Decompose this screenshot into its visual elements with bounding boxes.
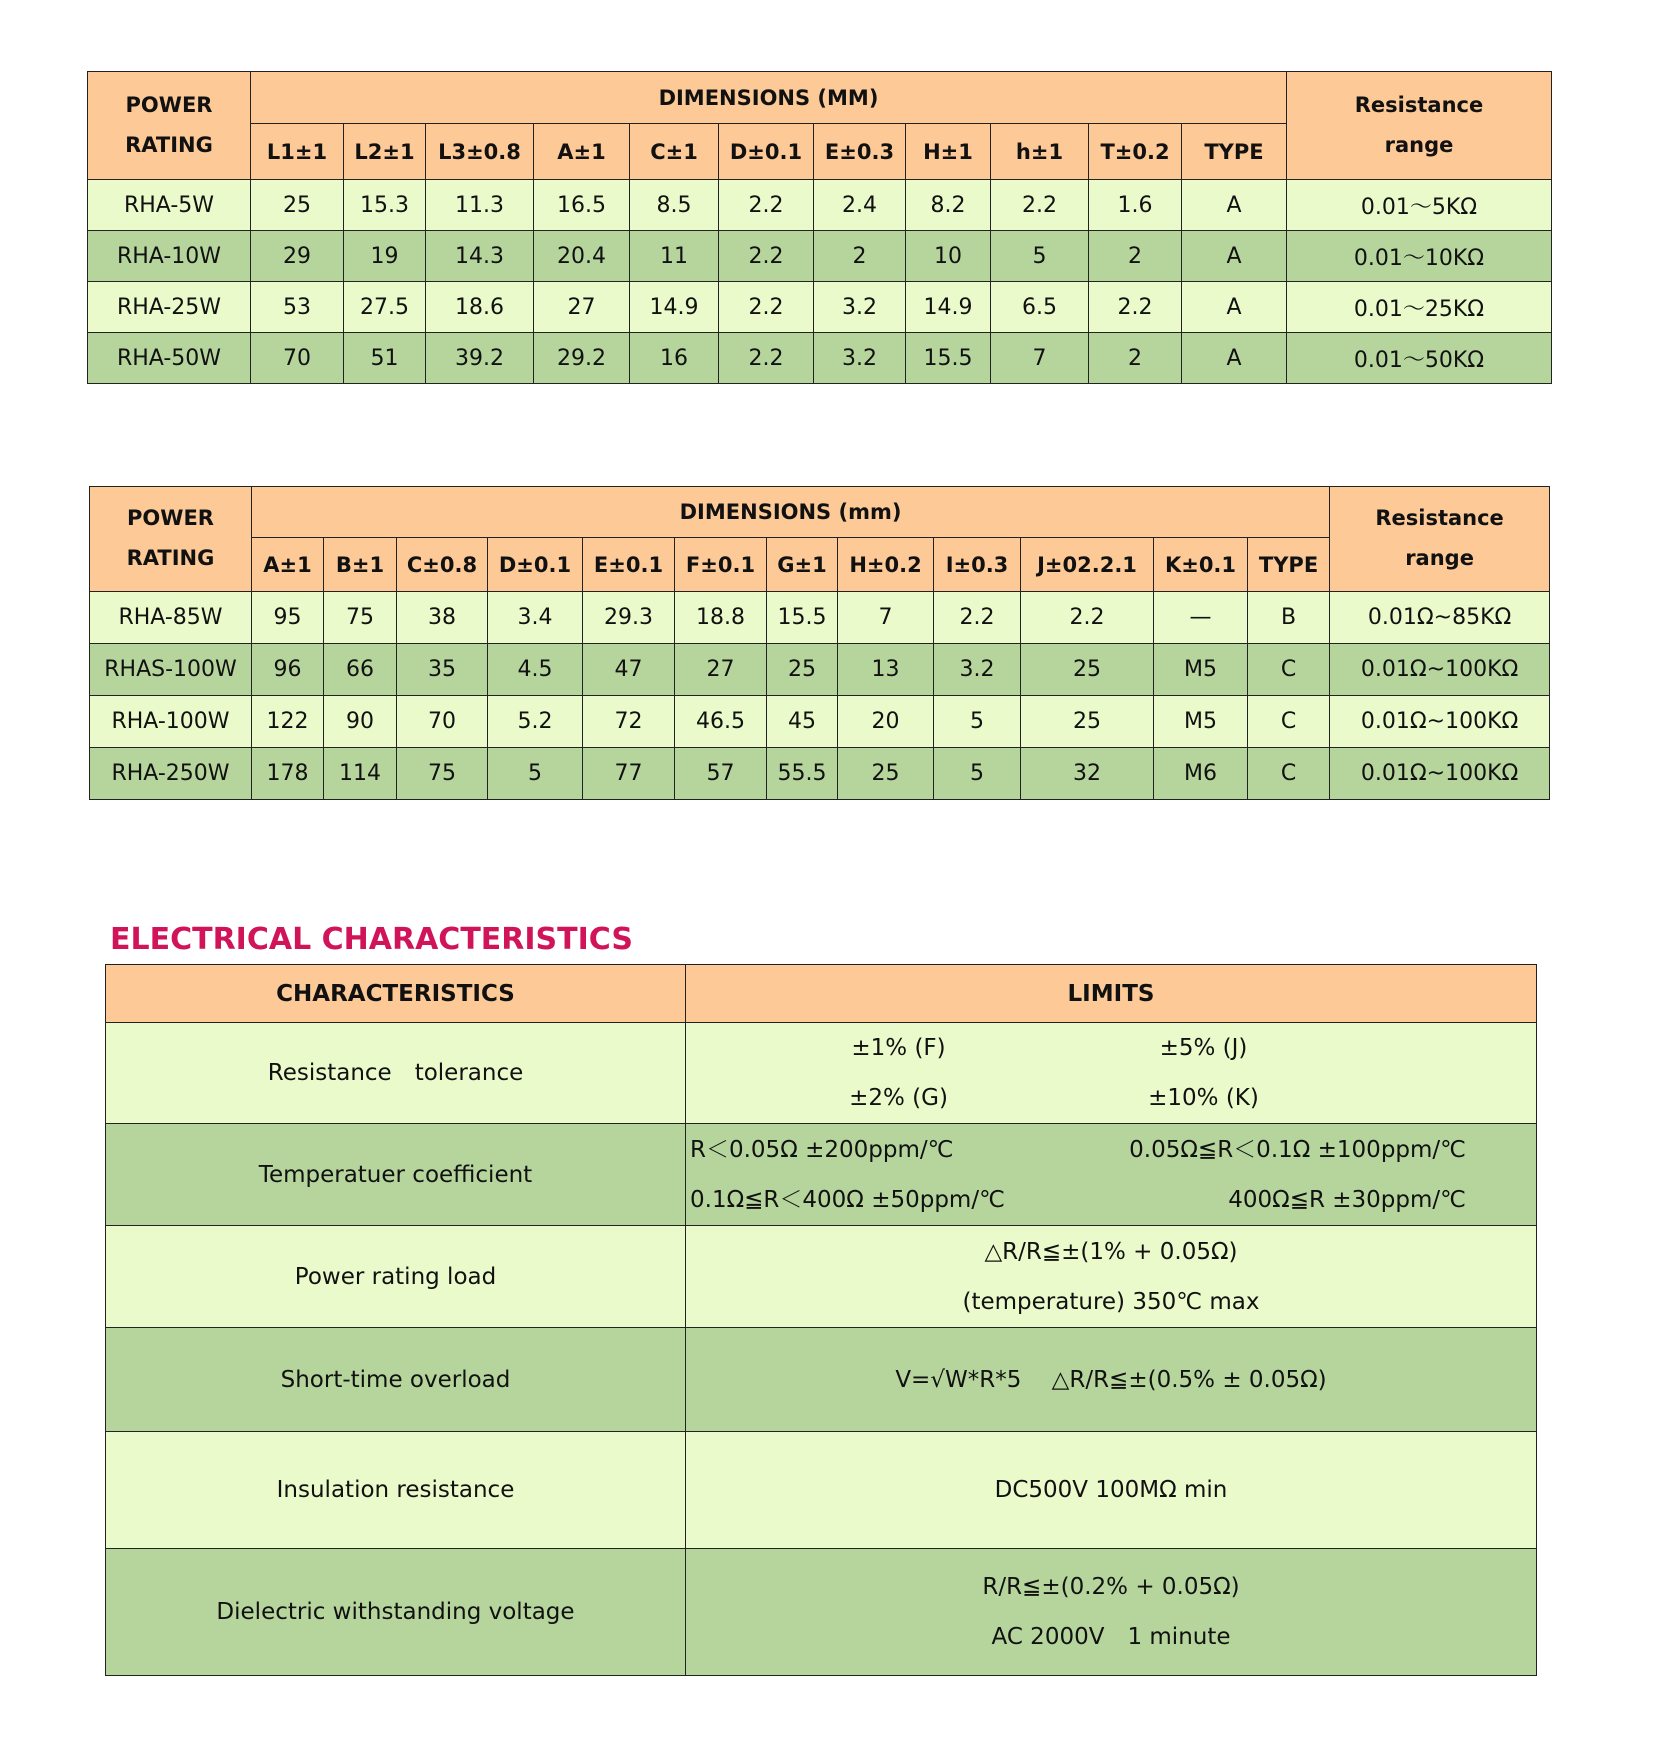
limit-line: [686, 1562, 1536, 1612]
resistance-range-header: [1330, 487, 1550, 592]
value-cell: 27: [534, 282, 630, 333]
limit-text: V=√W*R*5 △R/R≦±(0.5% ± 0.05Ω): [895, 1366, 1327, 1393]
power-rating-label-top: POWER: [127, 506, 214, 531]
resistance-label-top: Resistance: [1375, 506, 1504, 531]
value-cell: 16.5: [534, 180, 630, 231]
power-rating-header: [90, 487, 252, 592]
value-cell: 25: [767, 644, 838, 696]
limit-text: ±2% (G): [849, 1085, 948, 1111]
value-cell: 2.2: [1021, 592, 1154, 644]
table-row: [88, 282, 1552, 333]
value-cell: 3.4: [488, 592, 583, 644]
model-cell: RHA-5W: [88, 180, 251, 231]
value-cell: 2.4: [814, 180, 906, 231]
value-cell: 14.9: [630, 282, 719, 333]
column-header: TYPE: [1182, 124, 1287, 180]
value-cell: 3.2: [814, 333, 906, 384]
electrical-characteristics-table: [105, 964, 1537, 1676]
value-cell: 15.5: [906, 333, 991, 384]
value-cell: 2.2: [719, 333, 814, 384]
column-header: L1±1: [251, 124, 344, 180]
value-cell: 70: [397, 696, 488, 748]
limit-text: ±1% (F): [851, 1035, 946, 1061]
characteristic-name: Power rating load: [106, 1226, 686, 1328]
table-row: [90, 592, 1550, 644]
model-cell: RHAS-100W: [90, 644, 252, 696]
column-header: TYPE: [1248, 538, 1330, 592]
model-cell: RHA-100W: [90, 696, 252, 748]
value-cell: A: [1182, 180, 1287, 231]
column-header: H±1: [906, 124, 991, 180]
limit-line: [686, 1612, 1536, 1662]
value-cell: 39.2: [426, 333, 534, 384]
characteristic-row: [106, 1549, 1537, 1676]
value-cell: C: [1248, 748, 1330, 800]
value-cell: 2.2: [1089, 282, 1182, 333]
table-row: [90, 696, 1550, 748]
value-cell: 5: [991, 231, 1089, 282]
value-cell: C: [1248, 644, 1330, 696]
limit-text: ±5% (J): [1159, 1035, 1248, 1061]
column-header: T±0.2: [1089, 124, 1182, 180]
value-cell: A: [1182, 282, 1287, 333]
value-cell: 7: [991, 333, 1089, 384]
resistance-label-bottom: range: [1405, 546, 1474, 570]
value-cell: 25: [251, 180, 344, 231]
value-cell: M5: [1154, 696, 1248, 748]
value-cell: 25: [1021, 696, 1154, 748]
value-cell: A: [1182, 333, 1287, 384]
value-cell: 16: [630, 333, 719, 384]
limit-line: [686, 1175, 1536, 1225]
value-cell: 77: [583, 748, 675, 800]
limit-line: [686, 1465, 1536, 1515]
limit-line: [686, 1023, 1536, 1073]
value-cell: 27.5: [344, 282, 426, 333]
column-header: F±0.1: [675, 538, 767, 592]
dimensions-table-2: [89, 486, 1550, 800]
value-cell: 178: [252, 748, 324, 800]
power-rating-label-bottom: RATING: [126, 546, 215, 570]
characteristic-row: [106, 1226, 1537, 1328]
value-cell: 2: [814, 231, 906, 282]
resistance-label-bottom: range: [1384, 132, 1454, 157]
resistance-range-cell: 0.01Ω~100KΩ: [1330, 644, 1550, 696]
resistance-range-cell: 0.01Ω~100KΩ: [1330, 696, 1550, 748]
value-cell: 72: [583, 696, 675, 748]
power-rating-label-bottom: RATING: [125, 132, 213, 157]
value-cell: 2: [1089, 231, 1182, 282]
column-header: L3±0.8: [426, 124, 534, 180]
resistance-range-cell: 0.01Ω~85KΩ: [1330, 592, 1550, 644]
value-cell: 3.2: [934, 644, 1021, 696]
limit-cell: [686, 1124, 1537, 1226]
value-cell: 2.2: [934, 592, 1021, 644]
value-cell: 14.3: [426, 231, 534, 282]
value-cell: C: [1248, 696, 1330, 748]
column-header: h±1: [991, 124, 1089, 180]
electrical-characteristics-title: ELECTRICAL CHARACTERISTICS: [110, 922, 633, 957]
value-cell: 2.2: [719, 282, 814, 333]
characteristic-row: [106, 1023, 1537, 1124]
value-cell: 8.5: [630, 180, 719, 231]
characteristic-name: Insulation resistance: [106, 1432, 686, 1549]
limit-cell: [686, 1328, 1537, 1432]
column-header: D±0.1: [719, 124, 814, 180]
column-header: I±0.3: [934, 538, 1021, 592]
value-cell: 20.4: [534, 231, 630, 282]
value-cell: 5: [934, 696, 1021, 748]
limit-text: R/R≦±(0.2% + 0.05Ω): [982, 1574, 1240, 1600]
value-cell: 57: [675, 748, 767, 800]
characteristic-row: [106, 1432, 1537, 1549]
model-cell: RHA-250W: [90, 748, 252, 800]
value-cell: 25: [838, 748, 934, 800]
value-cell: 6.5: [991, 282, 1089, 333]
value-cell: 11: [630, 231, 719, 282]
value-cell: 45: [767, 696, 838, 748]
value-cell: 19: [344, 231, 426, 282]
characteristic-name: Resistance tolerance: [106, 1023, 686, 1124]
value-cell: B: [1248, 592, 1330, 644]
characteristic-name: Temperatuer coefficient: [106, 1124, 686, 1226]
column-header: A±1: [252, 538, 324, 592]
value-cell: 5.2: [488, 696, 583, 748]
value-cell: 114: [324, 748, 397, 800]
value-cell: 66: [324, 644, 397, 696]
value-cell: M5: [1154, 644, 1248, 696]
limit-text: 400Ω≦R ±30ppm/℃: [1228, 1186, 1466, 1213]
value-cell: 7: [838, 592, 934, 644]
value-cell: 10: [906, 231, 991, 282]
value-cell: 15.3: [344, 180, 426, 231]
power-rating-header: [88, 72, 251, 180]
value-cell: 5: [488, 748, 583, 800]
limit-line: [686, 1227, 1536, 1277]
value-cell: 2: [1089, 333, 1182, 384]
table-row: [90, 748, 1550, 800]
value-cell: 18.8: [675, 592, 767, 644]
value-cell: 95: [252, 592, 324, 644]
column-header: E±0.1: [583, 538, 675, 592]
table-row: [88, 180, 1552, 231]
value-cell: 47: [583, 644, 675, 696]
column-header: A±1: [534, 124, 630, 180]
value-cell: 70: [251, 333, 344, 384]
dimensions-header: DIMENSIONS (mm): [252, 487, 1330, 538]
limit-text: DC500V 100MΩ min: [994, 1477, 1228, 1503]
resistance-range-cell: 0.01～50KΩ: [1287, 333, 1552, 384]
limit-text: ±10% (K): [1148, 1085, 1259, 1111]
dimensions-table-1: [87, 71, 1552, 384]
value-cell: M6: [1154, 748, 1248, 800]
column-header: B±1: [324, 538, 397, 592]
characteristic-row: [106, 1328, 1537, 1432]
column-header: C±0.8: [397, 538, 488, 592]
limit-line: [686, 1355, 1536, 1405]
value-cell: 3.2: [814, 282, 906, 333]
value-cell: 122: [252, 696, 324, 748]
value-cell: 1.6: [1089, 180, 1182, 231]
characteristics-header: CHARACTERISTICS: [106, 965, 686, 1023]
value-cell: 14.9: [906, 282, 991, 333]
limits-header: LIMITS: [686, 965, 1537, 1023]
value-cell: 96: [252, 644, 324, 696]
resistance-range-cell: 0.01Ω~100KΩ: [1330, 748, 1550, 800]
limit-line: [686, 1125, 1536, 1175]
resistance-range-header: [1287, 72, 1552, 180]
value-cell: 35: [397, 644, 488, 696]
model-cell: RHA-10W: [88, 231, 251, 282]
value-cell: 38: [397, 592, 488, 644]
table-row: [90, 644, 1550, 696]
resistance-range-cell: 0.01～10KΩ: [1287, 231, 1552, 282]
value-cell: 20: [838, 696, 934, 748]
value-cell: 46.5: [675, 696, 767, 748]
limit-text: (temperature) 350℃ max: [962, 1288, 1260, 1315]
column-header: J±02.2.1: [1021, 538, 1154, 592]
value-cell: 2.2: [991, 180, 1089, 231]
resistance-label-top: Resistance: [1354, 92, 1484, 117]
dimensions-header: DIMENSIONS (MM): [251, 72, 1287, 124]
value-cell: 27: [675, 644, 767, 696]
value-cell: A: [1182, 231, 1287, 282]
limit-text: AC 2000V 1 minute: [991, 1624, 1231, 1650]
limit-cell: [686, 1023, 1537, 1124]
value-cell: 25: [1021, 644, 1154, 696]
value-cell: —: [1154, 592, 1248, 644]
column-header: L2±1: [344, 124, 426, 180]
column-header: G±1: [767, 538, 838, 592]
value-cell: 29: [251, 231, 344, 282]
limit-cell: [686, 1432, 1537, 1549]
table-row: [88, 333, 1552, 384]
value-cell: 11.3: [426, 180, 534, 231]
limit-line: [686, 1277, 1536, 1327]
limit-text: △R/R≦±(1% + 0.05Ω): [984, 1238, 1238, 1265]
limit-cell: [686, 1549, 1537, 1676]
characteristic-name: Dielectric withstanding voltage: [106, 1549, 686, 1676]
limit-text: 0.05Ω≦R＜0.1Ω ±100ppm/℃: [1129, 1136, 1466, 1163]
value-cell: 5: [934, 748, 1021, 800]
value-cell: 13: [838, 644, 934, 696]
value-cell: 55.5: [767, 748, 838, 800]
value-cell: 2.2: [719, 231, 814, 282]
limit-line: [686, 1073, 1536, 1123]
value-cell: 75: [397, 748, 488, 800]
limit-cell: [686, 1226, 1537, 1328]
model-cell: RHA-25W: [88, 282, 251, 333]
characteristic-row: [106, 1124, 1537, 1226]
value-cell: 2.2: [719, 180, 814, 231]
value-cell: 29.3: [583, 592, 675, 644]
resistance-range-cell: 0.01～25KΩ: [1287, 282, 1552, 333]
value-cell: 51: [344, 333, 426, 384]
value-cell: 90: [324, 696, 397, 748]
model-cell: RHA-85W: [90, 592, 252, 644]
table-row: [88, 231, 1552, 282]
column-header: H±0.2: [838, 538, 934, 592]
value-cell: 18.6: [426, 282, 534, 333]
limit-text: 0.1Ω≦R＜400Ω ±50ppm/℃: [690, 1186, 1005, 1213]
limit-text: R＜0.05Ω ±200ppm/℃: [690, 1136, 954, 1163]
value-cell: 29.2: [534, 333, 630, 384]
value-cell: 32: [1021, 748, 1154, 800]
column-header: C±1: [630, 124, 719, 180]
value-cell: 53: [251, 282, 344, 333]
value-cell: 4.5: [488, 644, 583, 696]
value-cell: 8.2: [906, 180, 991, 231]
characteristic-name: Short-time overload: [106, 1328, 686, 1432]
model-cell: RHA-50W: [88, 333, 251, 384]
column-header: D±0.1: [488, 538, 583, 592]
power-rating-label-top: POWER: [125, 92, 213, 117]
column-header: E±0.3: [814, 124, 906, 180]
resistance-range-cell: 0.01～5KΩ: [1287, 180, 1552, 231]
column-header: K±0.1: [1154, 538, 1248, 592]
value-cell: 15.5: [767, 592, 838, 644]
value-cell: 75: [324, 592, 397, 644]
